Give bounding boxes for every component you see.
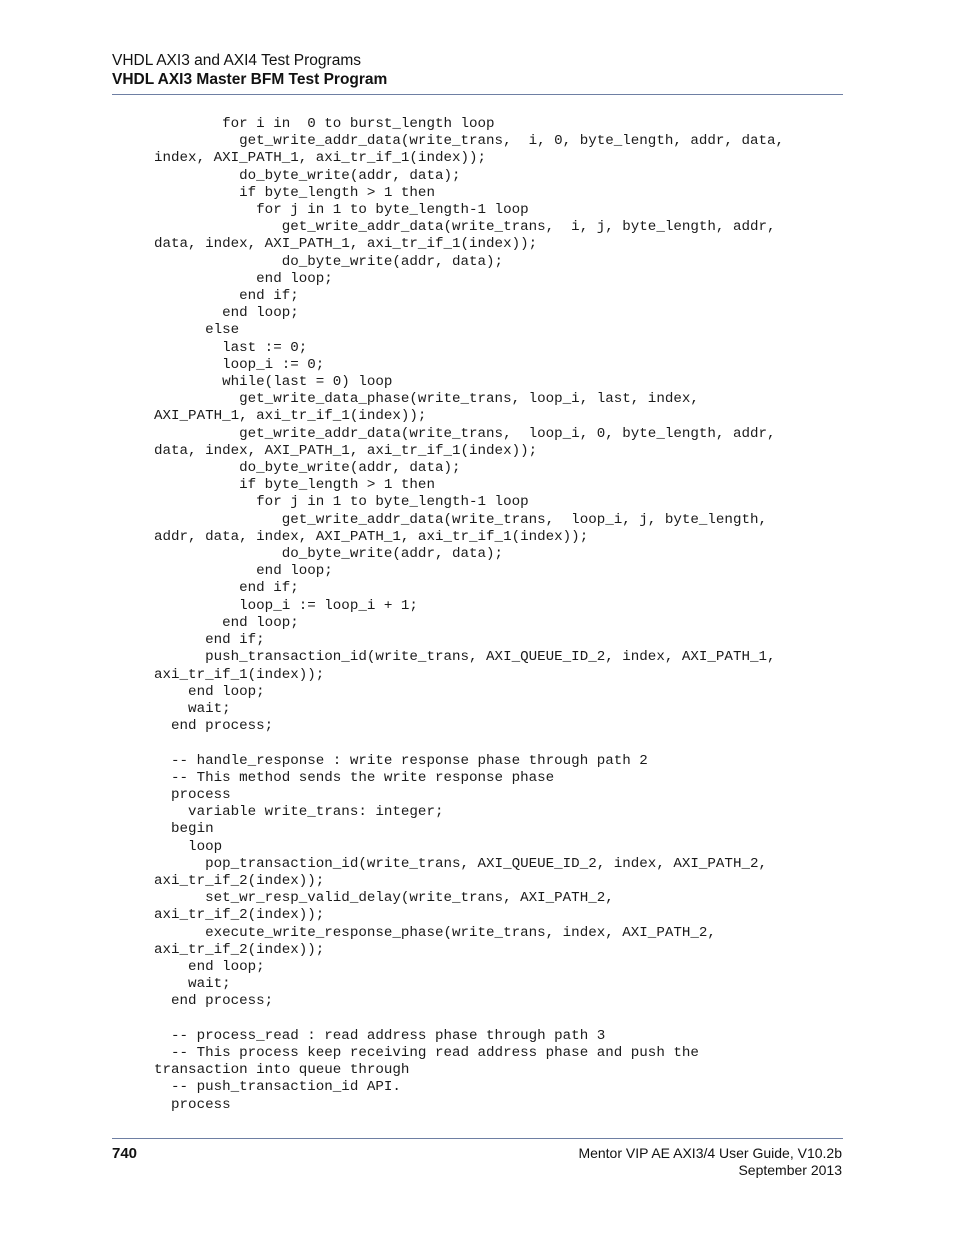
header-divider [112, 94, 843, 95]
footer-info [578, 1145, 842, 1179]
code-listing: for i in 0 to burst_length loop get_write_addr_data(write_trans, i, 0, byte_length, addr, data, index, AXI_PATH_1, axi_tr_if_1(index)); do_byte_write(addr, data); if byte_length > 1 then for j in 1 to byte_length-1 loop get_write_addr_data(write_trans, i, j, byte_length, addr, data, index, AXI_PATH_1, axi_tr_if_1(index)); do_byte_write(addr, data); end loop; end if; end loop; else last := 0; loop_i := 0; while(last = 0) loop get_write_data_phase(write_trans, loop_i, last, index, AXI_PATH_1, axi_tr_if_1(index)); get_write_addr_data(write_trans, loop_i, 0, byte_length, addr, data, index, AXI_PATH_1, axi_tr_if_1(index)); do_byte_write(addr, data); if byte_length > 1 then for j in 1 to byte_length-1 loop get_write_addr_data(write_trans, loop_i, j, byte_length, addr, data, index, AXI_PATH_1, axi_tr_if_1(index)); do_byte_write(addr, data); end loop; end if; loop_i := loop_i + 1; end loop; end if; push_transaction_id(write_trans, AXI_QUEUE_ID_2, index, AXI_PATH_1, axi_tr_if_1(index)); end loop; wait; end process; -- handle_response : write response phase through path 2 -- This method sends the write response phase process variable write_trans: integer; begin loop pop_transaction_id(write_trans, AXI_QUEUE_ID_2, index, AXI_PATH_2, axi_tr_if_2(index)); set_wr_resp_valid_delay(write_trans, AXI_PATH_2, axi_tr_if_2(index)); execute_write_response_phase(write_trans, index, AXI_PATH_2, axi_tr_if_2(index)); end loop; wait; end process; -- process_read : read address phase through path 3 -- This process keep receiving read address phase and push the transaction into queue through -- push_transaction_id API. process [154, 116, 785, 1113]
footer-doc-title: Mentor VIP AE AXI3/4 User Guide, V10.2b [578, 1145, 842, 1161]
page-number: 740 [112, 1145, 138, 1162]
page-header [112, 51, 843, 89]
footer-date: September 2013 [738, 1162, 842, 1178]
header-subsection-title: VHDL AXI3 Master BFM Test Program [112, 71, 388, 88]
header-section-title: VHDL AXI3 and AXI4 Test Programs [112, 52, 361, 69]
footer-divider [112, 1138, 843, 1139]
